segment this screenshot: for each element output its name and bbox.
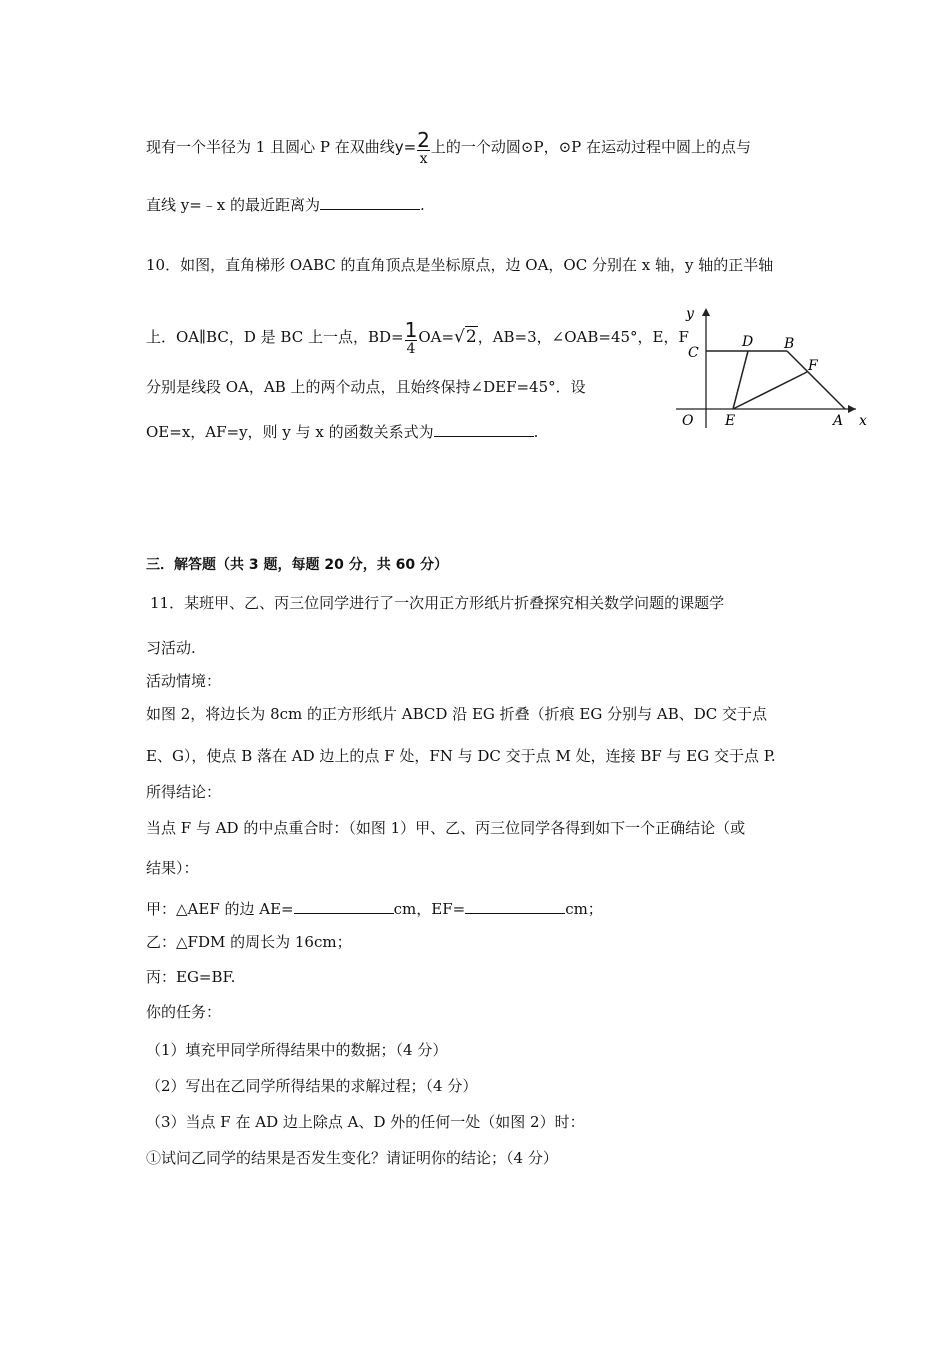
q10-line4	[146, 420, 538, 442]
q11-line3: 活动情境：	[146, 672, 222, 690]
q9-text-a: 现有一个半径为 1 且圆心 P 在双曲线	[146, 138, 395, 156]
q9-text-b: 上的一个动圆⊙P，⊙P 在运动过程中圆上的点与	[430, 138, 751, 156]
y-axis-arrow-icon	[702, 308, 710, 316]
answer-blank-ef[interactable]	[465, 897, 565, 914]
fraction-numerator: 1	[404, 318, 418, 342]
fraction-denominator: x	[417, 150, 430, 166]
q11-line13: （1）填充甲同学所得结果中的数据；（4 分）	[146, 1041, 448, 1059]
segment-de	[733, 351, 748, 409]
fraction-numerator: 2	[417, 128, 430, 152]
q9-line2	[146, 193, 425, 215]
answer-blank-ae[interactable]	[294, 897, 394, 914]
q11-line7: 当点 F 与 AD 的中点重合时：（如图 1）甲、乙、丙三位同学各得到如下一个正确结论（或	[146, 819, 746, 837]
q11-line16: ①试问乙同学的结果是否发生变化？请证明你的结论；（4 分）	[146, 1149, 558, 1167]
label-b: B	[784, 336, 795, 352]
q11-line15: （3）当点 F 在 AD 边上除点 A、D 外的任何一处（如图 2）时：	[146, 1113, 585, 1131]
label-e: E	[725, 413, 736, 429]
q9-text-c: 直线 y=﹣x 的最近距离为	[146, 196, 321, 214]
q11-line6: 所得结论：	[146, 783, 222, 801]
q11-line4: 如图 2，将边长为 8cm 的正方形纸片 ABCD 沿 EG 折叠（折痕 EG 分别与 AB、DC 交于点	[146, 705, 768, 723]
q11-ef-label: cm，EF=	[393, 900, 466, 918]
label-c: C	[688, 345, 699, 361]
label-a: A	[833, 413, 844, 429]
fraction-2-over-x	[417, 130, 430, 166]
q11-line12: 你的任务：	[146, 1003, 222, 1021]
label-f: F	[808, 358, 818, 374]
q10-text-c: ，AB=3，∠OAB=45°，E，F	[477, 328, 689, 346]
q11-ae-label: 甲：△AEF 的边 AE=	[146, 900, 294, 918]
q10-line3: 分别是线段 OA，AB 上的两个动点，且始终保持∠DEF=45°．设	[146, 378, 586, 396]
q10-text-a: 上．OA∥BC，D 是 BC 上一点，BD=	[146, 328, 404, 346]
formula-y: y=	[394, 138, 417, 156]
q10-line2	[146, 320, 689, 356]
label-y: y	[686, 306, 694, 322]
fraction-1-over-4	[405, 320, 418, 356]
label-o: O	[682, 413, 694, 429]
trapezoid-figure	[670, 300, 870, 440]
q11-line1: 11．某班甲、乙、丙三位同学进行了一次用正方形纸片折叠探究相关数学问题的课题学	[150, 594, 725, 612]
q11-line8: 结果）：	[146, 859, 199, 877]
answer-blank-q9[interactable]	[320, 193, 420, 210]
segment-ef	[733, 372, 807, 409]
label-d: D	[742, 334, 754, 350]
q11-line9	[146, 897, 603, 919]
q9-period: .	[420, 196, 425, 214]
q10-line1: 10．如图，直角梯形 OABC 的直角顶点是坐标原点，边 OA，OC 分别在 x 轴，y 轴的正半轴	[146, 256, 774, 274]
answer-blank-q10[interactable]	[434, 420, 534, 437]
fraction-denominator: 4	[406, 341, 416, 357]
q11-line14: （2）写出在乙同学所得结果的求解过程；（4 分）	[146, 1077, 478, 1095]
q10-text-b: OA=	[418, 328, 455, 346]
q11-line10: 乙：△FDM 的周长为 16cm；	[146, 933, 352, 951]
q11-line11: 丙：EG=BF.	[146, 968, 236, 986]
label-x: x	[859, 413, 867, 429]
q10-period: .	[533, 423, 539, 441]
x-axis-arrow-icon	[848, 405, 856, 413]
section-heading: 三．解答题（共 3 题，每题 20 分，共 60 分）	[146, 557, 448, 573]
sqrt-2: √2	[454, 327, 477, 347]
q11-line2: 习活动.	[146, 639, 196, 657]
q11-cm-unit: cm；	[565, 900, 603, 918]
q11-line5: E、G），使点 B 落在 AD 边上的点 F 处，FN 与 DC 交于点 M 处，连接 BF 与 EG 交于点 P.	[146, 747, 776, 765]
q10-text-d: OE=x，AF=y，则 y 与 x 的函数关系式为	[146, 423, 434, 441]
q9-line1	[146, 130, 751, 166]
sqrt-radicand: 2	[465, 327, 477, 347]
